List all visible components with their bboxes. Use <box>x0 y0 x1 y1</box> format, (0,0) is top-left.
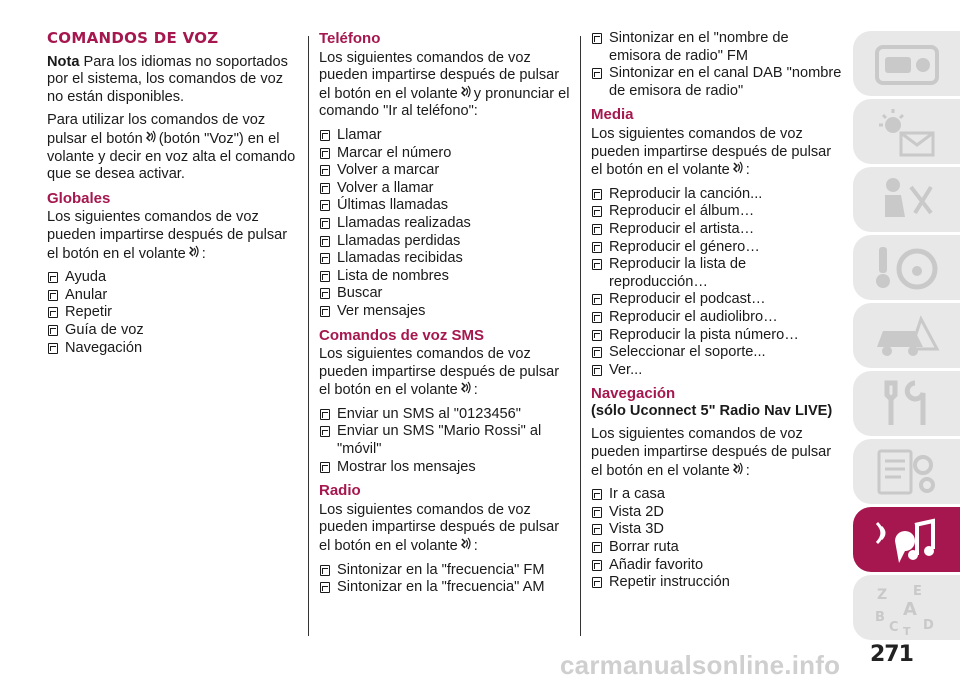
colon: : <box>473 382 478 399</box>
telefono-text <box>319 50 571 121</box>
chapter-tabs <box>853 31 960 643</box>
list-item: Vista 2D <box>591 504 843 522</box>
checkbox-bullet-icon <box>48 343 58 354</box>
list-item: Llamadas perdidas <box>319 233 571 251</box>
checkbox-bullet-icon <box>592 224 602 235</box>
radio-list <box>319 562 571 597</box>
checkbox-bullet-icon <box>592 560 602 571</box>
telefono-heading: Teléfono <box>319 30 381 47</box>
list-item: Seleccionar el soporte... <box>591 344 843 362</box>
watermark: carmanualsonline.info <box>560 650 841 680</box>
list-item: Lista de nombres <box>319 268 571 286</box>
chapter-tab-emergency[interactable] <box>853 303 960 368</box>
checkbox-bullet-icon <box>48 272 58 283</box>
checkbox-bullet-icon <box>320 462 330 473</box>
list-item: Ver mensajes <box>319 303 571 321</box>
checkbox-bullet-icon <box>320 288 330 299</box>
chapter-tab-starting[interactable] <box>853 235 960 300</box>
svg-text:E: E <box>912 583 922 599</box>
colon: : <box>745 462 750 479</box>
checkbox-bullet-icon <box>592 365 602 376</box>
checkbox-bullet-icon <box>320 426 330 437</box>
checkbox-bullet-icon <box>592 242 602 253</box>
list-item: Reproducir la lista de reproducción… <box>591 256 843 291</box>
car-accident-icon <box>871 309 943 363</box>
note-text: Para los idiomas no soportados por el sistema, los comandos de voz no están disponibles. <box>47 53 288 105</box>
intro-text-b: (botón "Voz") en el volante y decir en voz alta el comando que se desea activar. <box>47 130 296 183</box>
list-item: Anular <box>47 287 299 305</box>
list-item: Guía de voz <box>47 322 299 340</box>
checkbox-bullet-icon <box>592 347 602 358</box>
checkbox-bullet-icon <box>592 577 602 588</box>
svg-text:T: T <box>902 624 911 635</box>
list-item: Ayuda <box>47 269 299 287</box>
seat-airbag-icon <box>871 173 943 227</box>
page-title: COMANDOS DE VOZ <box>47 29 219 47</box>
voice-button-icon <box>731 161 745 175</box>
colon: : <box>745 162 750 179</box>
list-item: Llamadas recibidas <box>319 250 571 268</box>
voice-button-icon <box>144 130 158 144</box>
chapter-tab-multimedia[interactable] <box>853 507 960 572</box>
note-paragraph <box>47 54 299 107</box>
list-item: Llamadas realizadas <box>319 215 571 233</box>
telefono-list <box>319 127 571 321</box>
checkbox-bullet-icon <box>320 409 330 420</box>
checkbox-bullet-icon <box>320 565 330 576</box>
checkbox-bullet-icon <box>320 253 330 264</box>
checkbox-bullet-icon <box>592 489 602 500</box>
telefono-desc-a: Los siguientes comandos de voz pueden impartirse después de pulsar el botón en el volante <box>319 49 560 102</box>
checkbox-bullet-icon <box>592 68 602 79</box>
svg-text:A: A <box>902 598 917 620</box>
list-item: Reproducir la pista número… <box>591 327 843 345</box>
checkbox-bullet-icon <box>320 582 330 593</box>
column-3 <box>591 30 843 598</box>
list-item: Reproducir el artista… <box>591 221 843 239</box>
navegacion-heading: Navegación <box>591 385 676 403</box>
chapter-tab-dashboard[interactable] <box>853 31 960 96</box>
list-item: Buscar <box>319 285 571 303</box>
list-item: Ver... <box>591 362 843 380</box>
checkbox-bullet-icon <box>592 330 602 341</box>
list-item: Llamar <box>319 127 571 145</box>
intro-text-a: Para utilizar los comandos de voz pulsar el botón <box>47 112 266 147</box>
alphabet-index-icon <box>871 581 943 635</box>
checkbox-bullet-icon <box>320 183 330 194</box>
checkbox-bullet-icon <box>592 33 602 44</box>
voice-button-icon <box>731 462 745 476</box>
telefono-desc-b: y pronunciar el comando "Ir al teléfono": <box>319 85 570 120</box>
checkbox-bullet-icon <box>320 130 330 141</box>
list-item: Repetir <box>47 304 299 322</box>
list-item: Sintonizar en el canal DAB "nombre de emisora de radio" <box>591 65 843 100</box>
voice-button-icon <box>459 381 473 395</box>
radio-heading: Radio <box>319 482 361 500</box>
voice-button-icon <box>187 245 201 259</box>
sms-text <box>319 346 571 400</box>
globales-list <box>47 269 299 357</box>
media-text <box>591 126 843 180</box>
navegacion-desc: Los siguientes comandos de voz pueden impartirse después de pulsar el botón en el volante <box>591 426 832 479</box>
colon: : <box>473 538 478 555</box>
note-label: Nota <box>47 53 80 70</box>
checkbox-bullet-icon <box>320 236 330 247</box>
chapter-tab-maintenance[interactable] <box>853 371 960 436</box>
list-item: Borrar ruta <box>591 539 843 557</box>
warning-lights-icon <box>871 105 943 159</box>
list-item: Sintonizar en la "frecuencia" AM <box>319 579 571 597</box>
list-item: Añadir favorito <box>591 557 843 575</box>
list-item: Enviar un SMS "Mario Rossi" al "móvil" <box>319 423 571 458</box>
media-list <box>591 186 843 380</box>
svg-text:B: B <box>874 609 885 625</box>
column-divider <box>308 36 309 636</box>
checkbox-bullet-icon <box>320 200 330 211</box>
checkbox-bullet-icon <box>592 259 602 270</box>
checkbox-bullet-icon <box>48 325 58 336</box>
car-dashboard-icon <box>871 37 943 91</box>
chapter-tab-index[interactable] <box>853 575 960 640</box>
checkbox-bullet-icon <box>320 271 330 282</box>
media-desc: Los siguientes comandos de voz pueden impartirse después de pulsar el botón en el volante <box>591 125 832 179</box>
radio-list-continued <box>591 30 843 100</box>
key-steering-icon <box>871 241 943 295</box>
list-item: Vista 3D <box>591 521 843 539</box>
chapter-tab-specs[interactable] <box>853 439 960 504</box>
svg-text:D: D <box>922 617 934 633</box>
checkbox-bullet-icon <box>592 312 602 323</box>
checkbox-bullet-icon <box>592 294 602 305</box>
svg-text:C: C <box>888 619 899 635</box>
radio-desc: Los siguientes comandos de voz pueden impartirse después de pulsar el botón en el volante <box>319 501 560 555</box>
list-item: Últimas llamadas <box>319 197 571 215</box>
list-item: Sintonizar en el "nombre de emisora de radio" FM <box>591 30 843 65</box>
checkbox-bullet-icon <box>48 290 58 301</box>
checkbox-bullet-icon <box>592 206 602 217</box>
list-item: Enviar un SMS al "0123456" <box>319 406 571 424</box>
checkbox-bullet-icon <box>320 165 330 176</box>
checkbox-bullet-icon <box>320 148 330 159</box>
sms-desc: Los siguientes comandos de voz pueden impartirse después de pulsar el botón en el volante <box>319 346 560 399</box>
sms-heading: Comandos de voz SMS <box>319 326 485 344</box>
colon: : <box>201 245 206 262</box>
list-item: Ir a casa <box>591 486 843 504</box>
list-item: Sintonizar en la "frecuencia" FM <box>319 562 571 580</box>
voice-button-icon <box>459 537 473 551</box>
list-item: Reproducir la canción... <box>591 186 843 204</box>
navegacion-subheading: (sólo Uconnect 5" Radio Nav LIVE) <box>591 402 833 419</box>
page-number: 271 <box>870 642 913 667</box>
checkbox-bullet-icon <box>320 306 330 317</box>
list-item: Reproducir el audiolibro… <box>591 309 843 327</box>
checkbox-bullet-icon <box>592 524 602 535</box>
checkbox-bullet-icon <box>592 189 602 200</box>
sms-list <box>319 406 571 476</box>
voice-button-icon <box>459 85 473 99</box>
tools-icon <box>871 377 943 431</box>
checkbox-bullet-icon <box>48 307 58 318</box>
list-item: Reproducir el podcast… <box>591 291 843 309</box>
list-item: Reproducir el álbum… <box>591 203 843 221</box>
checkbox-bullet-icon <box>592 542 602 553</box>
list-item: Reproducir el género… <box>591 239 843 257</box>
intro-paragraph <box>47 112 299 183</box>
checkbox-bullet-icon <box>592 507 602 518</box>
list-item: Repetir instrucción <box>591 574 843 592</box>
list-item: Mostrar los mensajes <box>319 459 571 477</box>
list-item: Navegación <box>47 340 299 358</box>
list-item: Volver a llamar <box>319 180 571 198</box>
navegacion-list <box>591 486 843 592</box>
navegacion-text <box>591 426 843 480</box>
column-2 <box>319 30 571 603</box>
media-heading: Media <box>591 106 634 124</box>
globales-text <box>47 209 299 263</box>
globales-heading: Globales <box>47 189 111 207</box>
specs-gears-icon <box>871 445 943 499</box>
list-item: Marcar el número <box>319 145 571 163</box>
globales-desc: Los siguientes comandos de voz pueden impartirse después de pulsar el botón en el volante <box>47 209 288 262</box>
multimedia-icon <box>871 513 943 567</box>
checkbox-bullet-icon <box>320 218 330 229</box>
column-1 <box>47 30 299 363</box>
list-item: Volver a marcar <box>319 162 571 180</box>
chapter-tab-warnings[interactable] <box>853 99 960 164</box>
chapter-tab-safety[interactable] <box>853 167 960 232</box>
radio-text <box>319 502 571 556</box>
column-divider <box>580 36 581 636</box>
svg-text:Z: Z <box>876 586 887 603</box>
